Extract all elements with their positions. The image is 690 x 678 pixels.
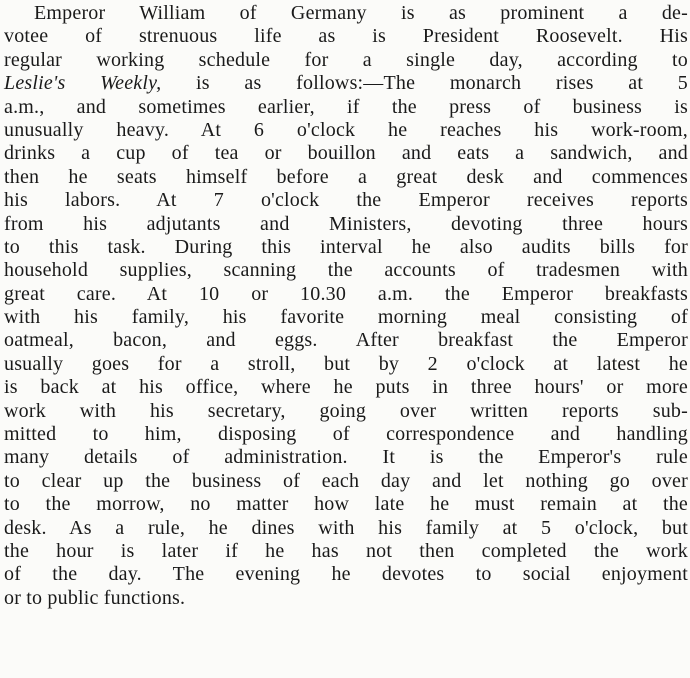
text-line: mitted to him, disposing of correspondence and handling: [4, 423, 688, 446]
text-line: desk. As a rule, he dines with his family at 5 o'clock, but: [4, 516, 688, 539]
text-line: oatmeal, bacon, and eggs. After breakfast the Emperor: [4, 329, 688, 352]
text-line: great care. At 10 or 10.30 a.m. the Emperor breakfasts: [4, 282, 688, 305]
text-line: to this task. During this interval he also audits bills for: [4, 235, 688, 258]
text-line-with-publication: [4, 72, 688, 95]
text-fragment: is as follows:—The monarch rises at 5: [161, 72, 688, 95]
text-line: of the day. The evening he devotes to social enjoyment: [4, 563, 688, 586]
text-line: work with his secretary, going over written reports sub-: [4, 399, 688, 422]
text-line: the hour is later if he has not then completed the work: [4, 539, 688, 562]
text-line: votee of strenuous life as is President Roosevelt. His: [4, 25, 688, 48]
text-line: to the morrow, no matter how late he must remain at the: [4, 493, 688, 516]
text-line: drinks a cup of tea or bouillon and eats a sandwich, and: [4, 142, 688, 165]
text-line: with his family, his favorite morning meal consisting of: [4, 306, 688, 329]
text-line: is back at his office, where he puts in three hours' or more: [4, 376, 688, 399]
text-line: to clear up the business of each day and let nothing go over: [4, 469, 688, 492]
text-line: usually goes for a stroll, but by 2 o'clock at latest he: [4, 352, 688, 375]
text-line: Emperor William of Germany is as prominent a de-: [34, 2, 688, 24]
text-line: regular working schedule for a single day, according to: [4, 48, 688, 71]
text-line: many details of administration. It is the Emperor's rule: [4, 446, 688, 469]
text-line: household supplies, scanning the accounts of tradesmen with: [4, 259, 688, 282]
text-line: unusually heavy. At 6 o'clock he reaches his work-room,: [4, 118, 688, 141]
text-line: a.m., and sometimes earlier, if the press of business is: [4, 95, 688, 118]
text-line: his labors. At 7 o'clock the Emperor receives reports: [4, 189, 688, 212]
text-line: or to public functions.: [4, 586, 186, 609]
text-line: from his adjutants and Ministers, devoting three hours: [4, 212, 688, 235]
text-line: then he seats himself before a great desk and commences: [4, 165, 688, 188]
publication-name: Leslie's Weekly,: [4, 72, 162, 95]
article-text: [4, 2, 688, 610]
